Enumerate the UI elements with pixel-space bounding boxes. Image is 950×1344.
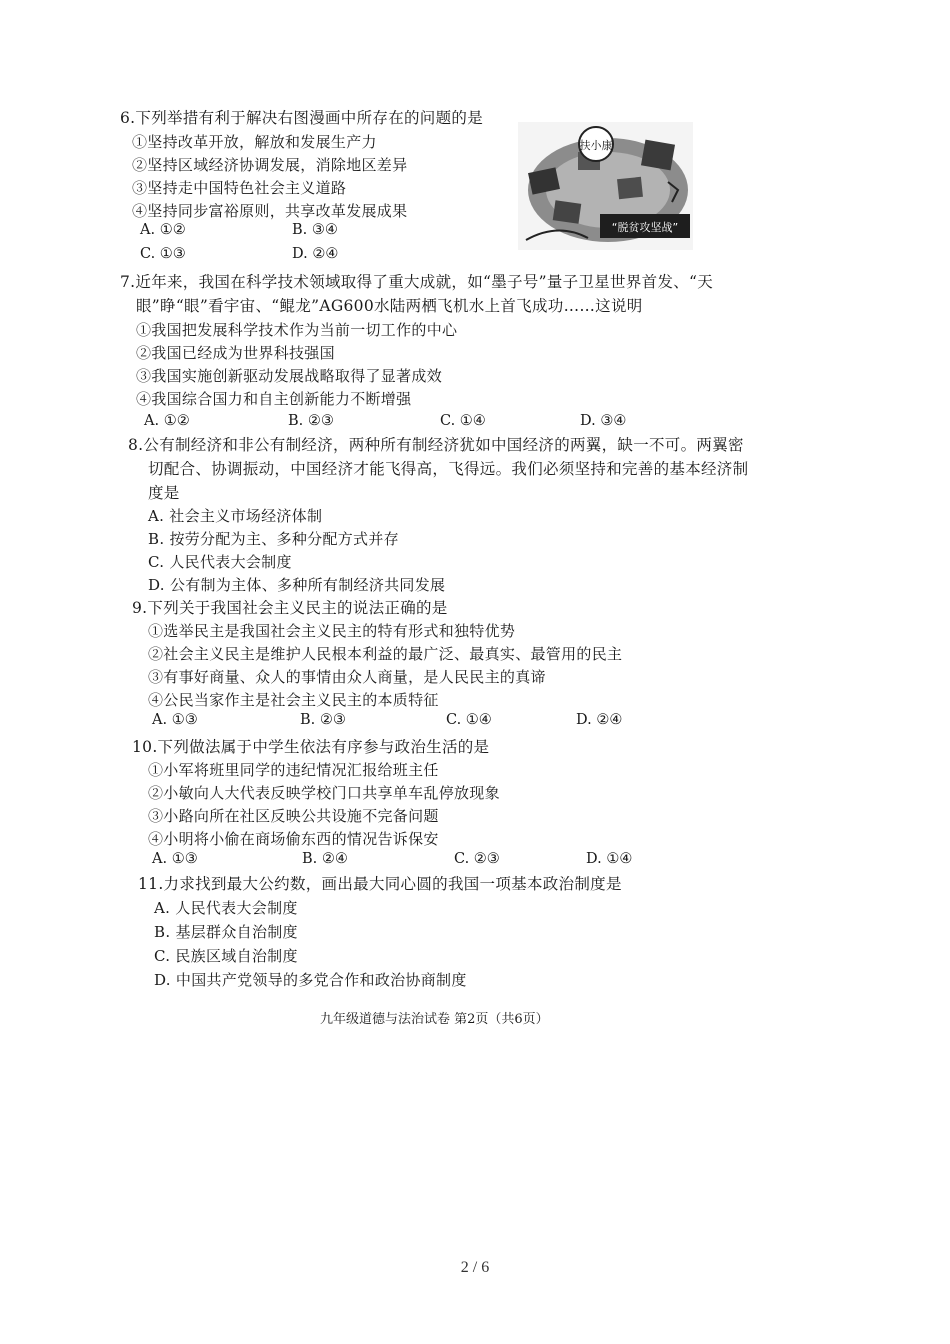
q8-option-d: D. 公有制为主体、多种所有制经济共同发展 — [148, 576, 446, 594]
q11-option-c: C. 民族区域自治制度 — [154, 947, 298, 965]
q7-option-c: C. ①④ — [440, 413, 486, 429]
q6-option-d: D. ②④ — [292, 246, 339, 262]
q10-stem: 10.下列做法属于中学生依法有序参与政治生活的是 — [132, 738, 490, 756]
q6-option-b: B. ③④ — [292, 222, 338, 238]
q6-item-3: ③坚持走中国特色社会主义道路 — [132, 179, 347, 197]
q6-item-2: ②坚持区域经济协调发展，消除地区差异 — [132, 156, 408, 174]
q9-option-b: B. ②③ — [300, 712, 346, 728]
q10-item-1: ①小军将班里同学的违纪情况汇报给班主任 — [148, 761, 439, 779]
q10-option-b: B. ②④ — [302, 851, 348, 867]
q10-option-a: A. ①③ — [152, 851, 198, 867]
q8-option-c: C. 人民代表大会制度 — [148, 553, 292, 571]
q7-stem-line-1: 7.近年来，我国在科学技术领域取得了重大成就，如“墨子号”量子卫星世界首发、“天 — [120, 273, 714, 291]
q11-stem: 11.力求找到最大公约数，画出最大同心圆的我国一项基本政治制度是 — [138, 875, 622, 893]
q6-option-c: C. ①③ — [140, 246, 186, 262]
page-number: 2 / 6 — [460, 1259, 490, 1276]
q9-option-a: A. ①③ — [152, 712, 198, 728]
q10-options — [152, 851, 712, 871]
q6-stem: 6.下列举措有利于解决右图漫画中所存在的问题的是 — [120, 109, 483, 127]
q7-stem-line-2: 眼”睁“眼”看宇宙、“鲲龙”AG600水陆两栖飞机水上首飞成功……这说明 — [136, 297, 643, 315]
q7-item-2: ②我国已经成为世界科技强国 — [136, 344, 335, 362]
q8-stem-line-1: 8.公有制经济和非公有制经济，两种所有制经济犹如中国经济的两翼，缺一不可。两翼密 — [128, 436, 744, 454]
q6-cartoon-image — [518, 122, 693, 250]
q8-stem-line-3: 度是 — [148, 484, 180, 502]
q6-item-1: ①坚持改革开放，解放和发展生产力 — [132, 133, 377, 151]
q7-item-4: ④我国综合国力和自主创新能力不断增强 — [136, 390, 412, 408]
cartoon-banner-text: “脱贫攻坚战” — [611, 221, 679, 234]
q9-item-4: ④公民当家作主是社会主义民主的本质特征 — [148, 691, 439, 709]
q11-option-a: A. 人民代表大会制度 — [154, 899, 298, 917]
q9-item-3: ③有事好商量、众人的事情由众人商量，是人民民主的真谛 — [148, 668, 546, 686]
q9-item-1: ①选举民主是我国社会主义民主的特有形式和独特优势 — [148, 622, 516, 640]
q6-options-row-1 — [140, 222, 500, 242]
q10-item-4: ④小明将小偷在商场偷东西的情况告诉保安 — [148, 830, 439, 848]
cartoon-badge-text: 扶小康 — [579, 139, 613, 152]
cartoon-drawing — [518, 122, 693, 250]
q10-option-c: C. ②③ — [454, 851, 500, 867]
q8-option-b: B. 按劳分配为主、多种分配方式并存 — [148, 530, 399, 548]
q7-item-1: ①我国把发展科学技术作为当前一切工作的中心 — [136, 321, 458, 339]
q7-item-3: ③我国实施创新驱动发展战略取得了显著成效 — [136, 367, 443, 385]
q9-option-d: D. ②④ — [576, 712, 623, 728]
exam-footer: 九年级道德与法治试卷 第2页（共6页） — [320, 1012, 549, 1027]
q11-option-b: B. 基层群众自治制度 — [154, 923, 298, 941]
q10-item-3: ③小路向所在社区反映公共设施不完备问题 — [148, 807, 439, 825]
scanned-exam-page — [110, 100, 749, 1040]
q9-item-2: ②社会主义民主是维护人民根本利益的最广泛、最真实、最管用的民主 — [148, 645, 623, 663]
q7-option-d: D. ③④ — [580, 413, 627, 429]
q7-option-a: A. ①② — [144, 413, 190, 429]
q7-option-b: B. ②③ — [288, 413, 334, 429]
q8-option-a: A. 社会主义市场经济体制 — [148, 507, 323, 525]
q11-option-d: D. 中国共产党领导的多党合作和政治协商制度 — [154, 971, 467, 989]
q9-option-c: C. ①④ — [446, 712, 492, 728]
q7-options — [144, 413, 704, 433]
q8-stem-line-2: 切配合、协调振动，中国经济才能飞得高，飞得远。我们必须坚持和完善的基本经济制 — [148, 460, 749, 478]
q10-item-2: ②小敏向人大代表反映学校门口共享单车乱停放现象 — [148, 784, 500, 802]
q6-options-row-2 — [140, 246, 500, 266]
q6-option-a: A. ①② — [140, 222, 186, 238]
q9-options — [152, 712, 712, 732]
q9-stem: 9.下列关于我国社会主义民主的说法正确的是 — [132, 599, 448, 617]
q6-item-4: ④坚持同步富裕原则，共享改革发展成果 — [132, 202, 408, 220]
q10-option-d: D. ①④ — [586, 851, 633, 867]
